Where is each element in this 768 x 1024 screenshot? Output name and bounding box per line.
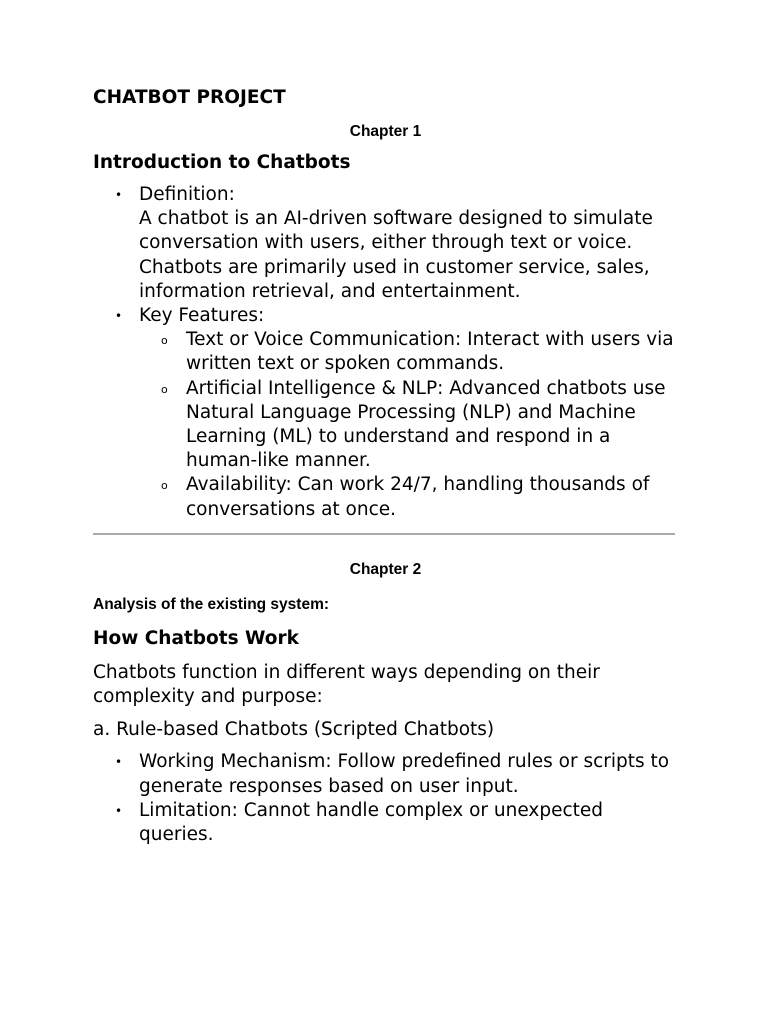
chapter-1-bullet-list <box>93 183 678 522</box>
feature-text: Text or Voice Communication: Interact with users via written text or spoken commands. <box>186 329 674 375</box>
feature-text: Artificial Intelligence & NLP: Advanced chatbots use Natural Language Processing (NLP) and Machine Learning (ML) to understand and respond in a human-like manner. <box>186 377 666 472</box>
sub-bullet-marker: o <box>161 479 168 493</box>
list-item-text: Working Mechanism: Follow predefined rules or scripts to generate responses based on user input. <box>139 751 670 797</box>
bullet-marker: • <box>115 803 123 818</box>
chapter-2-label: Chapter 2 <box>349 560 422 578</box>
sub-bullet-marker: o <box>161 382 168 396</box>
analysis-subtitle: Analysis of the existing system: <box>93 595 330 613</box>
sub-bullet-marker: o <box>161 334 168 348</box>
key-features-item <box>93 304 678 522</box>
feature-text: Availability: Can work 24/7, handling thousands of conversations at once. <box>186 474 650 520</box>
how-chatbots-work-heading: How Chatbots Work <box>93 627 299 649</box>
chapter-2-intro-paragraph: Chatbots function in different ways depending on their complexity and purpose: <box>93 661 600 708</box>
definition-label: Definition: <box>139 184 235 205</box>
key-features-label: Key Features: <box>139 305 265 327</box>
chapter-1-label: Chapter 1 <box>349 123 422 140</box>
definition-text: A chatbot is an AI-driven software designed to simulate conversation with users, either through text or voice. Chatbots are primarily used in customer service, sales, information retrieval, and entertainment. <box>139 208 653 302</box>
list-item <box>93 750 678 798</box>
feature-item <box>139 473 678 521</box>
chapter-2-bullet-list <box>93 750 678 847</box>
feature-item <box>139 377 678 474</box>
list-item <box>93 799 678 847</box>
list-item-text: Limitation: Cannot handle complex or unexpected queries. <box>139 799 604 846</box>
rule-based-subheading: a. Rule-based Chatbots (Scripted Chatbots) <box>93 719 495 741</box>
key-features-list <box>139 328 678 522</box>
bullet-marker: • <box>115 755 123 770</box>
section-divider <box>93 533 675 535</box>
feature-item <box>139 328 678 376</box>
document-title: CHATBOT PROJECT <box>93 87 286 108</box>
bullet-marker: • <box>115 188 123 202</box>
document-page <box>93 86 678 847</box>
bullet-marker: • <box>115 309 123 324</box>
intro-heading: Introduction to Chatbots <box>93 152 351 173</box>
definition-item <box>93 183 678 304</box>
